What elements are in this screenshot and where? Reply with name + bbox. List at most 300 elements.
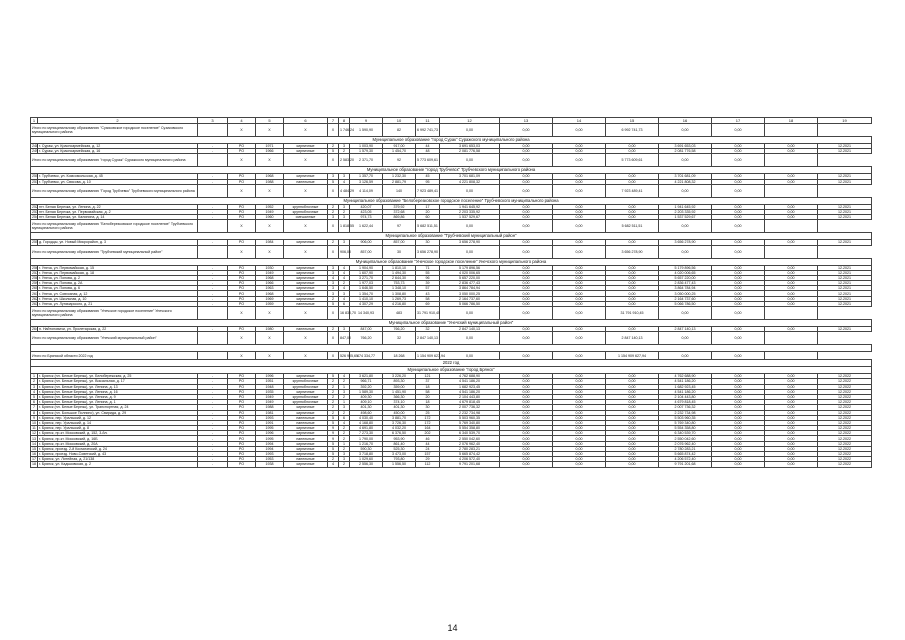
address-cell: пгт. Белая Березка, ул. Первомайская, д. 2 bbox=[38, 209, 198, 214]
data-cell: - bbox=[198, 394, 228, 399]
data-cell: 12.2021 bbox=[818, 174, 872, 179]
data-cell: 0,00 bbox=[712, 215, 765, 220]
subtotal-cell bbox=[765, 307, 818, 320]
subtotal-cell: 1 818,55 bbox=[339, 220, 350, 233]
data-cell: 5 bbox=[328, 452, 339, 457]
subtotal-cell bbox=[765, 220, 818, 233]
data-cell: 0,00 bbox=[500, 384, 553, 389]
data-cell: 17 bbox=[416, 204, 440, 209]
data-cell: 2 081 776,58 bbox=[659, 149, 712, 154]
data-cell: 1 682 923,45 bbox=[659, 384, 712, 389]
data-cell: 3 bbox=[328, 291, 339, 296]
data-cell: 1991 bbox=[256, 420, 284, 425]
data-cell: 1 494,30 bbox=[383, 270, 416, 275]
data-cell: 0,00 bbox=[765, 215, 818, 220]
data-cell: 12.2021 bbox=[818, 179, 872, 184]
subtotal-cell: X bbox=[284, 184, 328, 197]
data-cell: 2 644,30 bbox=[383, 275, 416, 280]
data-cell: кирпичные bbox=[284, 286, 328, 291]
data-cell: 4 bbox=[339, 374, 350, 379]
data-cell: 0,00 bbox=[765, 457, 818, 462]
data-cell: 1 348,10 bbox=[383, 286, 416, 291]
data-cell: 0,00 bbox=[712, 179, 765, 184]
data-cell: 966,71 bbox=[350, 379, 383, 384]
data-cell: 0,00 bbox=[500, 420, 553, 425]
data-cell: PO bbox=[228, 384, 256, 389]
data-cell: 0,00 bbox=[606, 240, 659, 245]
subtotal-cell: 3 656 278,90 bbox=[606, 245, 659, 258]
data-cell: PO bbox=[228, 215, 256, 220]
subtotal-cell: 140 bbox=[383, 184, 416, 197]
data-cell: 0,00 bbox=[712, 301, 765, 306]
data-cell: 0,00 bbox=[606, 415, 659, 420]
data-cell: 0,00 bbox=[765, 462, 818, 467]
data-cell: кирпичные bbox=[284, 374, 328, 379]
data-cell: - bbox=[198, 452, 228, 457]
row-number: 1 bbox=[31, 374, 38, 379]
subtotal-cell: X bbox=[328, 245, 339, 258]
column-number: 4 bbox=[228, 118, 256, 124]
data-cell: 0,00 bbox=[500, 281, 553, 286]
data-cell: 4 541 186,20 bbox=[659, 379, 712, 384]
data-cell: 2 bbox=[328, 405, 339, 410]
data-cell: - bbox=[198, 240, 228, 245]
column-number: 18 bbox=[765, 118, 818, 124]
data-cell: 2 bbox=[328, 240, 339, 245]
data-cell: 0,00 bbox=[553, 457, 606, 462]
subtotal-cell: 18 268 bbox=[383, 352, 416, 360]
data-cell: 4 216,80 bbox=[383, 301, 416, 306]
data-cell: PO bbox=[228, 144, 256, 149]
data-cell: 525,30 bbox=[383, 446, 416, 451]
subtotal-cell: 7 923 489,41 bbox=[606, 184, 659, 197]
column-number: 9 bbox=[350, 118, 383, 124]
subtotal-cell: 2 847 140,13 bbox=[416, 332, 440, 345]
data-cell: - bbox=[198, 379, 228, 384]
subtotal-label: Итого по муниципальному образованию "Белоберезковское городское поселение" Трубчевского муниципального района bbox=[31, 220, 198, 233]
data-cell: 0,00 bbox=[500, 457, 553, 462]
data-cell: 0,00 bbox=[712, 149, 765, 154]
subtotal-cell: 0,00 bbox=[553, 352, 606, 360]
subtotal-label: Итого по Брянской области 2022 год bbox=[31, 352, 198, 360]
data-cell: 4 206 572,40 bbox=[659, 457, 712, 462]
data-cell: 4 bbox=[339, 275, 350, 280]
subtotal-row bbox=[31, 332, 872, 345]
row-number: 262 bbox=[32, 296, 38, 301]
column-number: 5 bbox=[256, 118, 284, 124]
subtotal-cell: 31 791 910,45 bbox=[606, 307, 659, 320]
data-cell: 2 780 283,21 bbox=[659, 446, 712, 451]
subtotal-cell: 6 992 741,73 bbox=[606, 124, 659, 137]
data-cell: 409,10 bbox=[350, 400, 383, 405]
row-number: 256 bbox=[32, 265, 38, 270]
data-cell: 2 bbox=[328, 389, 339, 394]
data-cell: 0,00 bbox=[712, 384, 765, 389]
data-cell: 0,00 bbox=[765, 420, 818, 425]
data-cell: 0,00 bbox=[712, 415, 765, 420]
data-cell: 0,00 bbox=[712, 240, 765, 245]
data-cell: кирпичные bbox=[284, 144, 328, 149]
data-cell: 2 bbox=[339, 379, 350, 384]
data-cell: 2 bbox=[328, 384, 339, 389]
subtotal-cell: X bbox=[284, 245, 328, 258]
subtotal-label: Итого по муниципальному образованию "город Сураж" Суражского муниципального района bbox=[31, 154, 198, 167]
address-cell: пгт. Белая Березка, ул. Калинина, д. 14 bbox=[38, 215, 198, 220]
subtotal-cell: 5 682 511,51 bbox=[416, 220, 440, 233]
data-cell: 0,00 bbox=[765, 436, 818, 441]
data-cell: 0,00 bbox=[712, 420, 765, 425]
data-cell: 0,00 bbox=[500, 296, 553, 301]
data-cell: 25 bbox=[416, 410, 440, 415]
row-number: 15 bbox=[32, 446, 36, 451]
data-cell: 0,00 bbox=[712, 452, 765, 457]
address-cell: г. Унеча, ул. Попова, д. 6 bbox=[38, 286, 198, 291]
data-cell: 0,00 bbox=[500, 379, 553, 384]
data-cell: 1952 bbox=[256, 204, 284, 209]
data-cell: 12.2021 bbox=[818, 301, 872, 306]
data-cell: 2 bbox=[328, 400, 339, 405]
data-cell: 4 168,80 bbox=[350, 420, 383, 425]
data-cell: 3 bbox=[339, 452, 350, 457]
data-cell: 1995 bbox=[256, 426, 284, 431]
data-cell: 0,00 bbox=[553, 431, 606, 436]
subtotal-label: Итого по муниципальному образованию "Унечское городское поселение" Унечского муниципального района bbox=[31, 307, 198, 320]
data-cell: 0,00 bbox=[606, 301, 659, 306]
data-cell: 202 bbox=[416, 431, 440, 436]
data-cell: 2 203 335,92 bbox=[659, 209, 712, 214]
subtotal-cell: X bbox=[328, 307, 339, 320]
data-cell: 12.2022 bbox=[818, 457, 872, 462]
data-cell: 0,00 bbox=[500, 174, 553, 179]
data-cell: 0,00 bbox=[765, 275, 818, 280]
subtotal-cell: 1 154 909 627,94 bbox=[417, 353, 445, 358]
address-cell: г. Брянск, проезд. Ново-Советский, д. 43 bbox=[38, 452, 198, 457]
data-cell: 0,00 bbox=[606, 296, 659, 301]
data-cell: PO bbox=[228, 265, 256, 270]
data-cell: 0,00 bbox=[553, 215, 606, 220]
data-cell: - bbox=[198, 215, 228, 220]
data-cell: 1960 bbox=[256, 215, 284, 220]
data-cell: 450,00 bbox=[383, 410, 416, 415]
subtotal-cell: 1 746,24 bbox=[339, 124, 350, 137]
data-cell: 1994 bbox=[256, 441, 284, 446]
data-cell: 2 bbox=[339, 426, 350, 431]
data-cell: 5 bbox=[328, 446, 339, 451]
data-cell: 6 376,50 bbox=[383, 431, 416, 436]
data-cell: 18 bbox=[416, 400, 440, 405]
data-cell: 5 503 960,35 bbox=[659, 415, 712, 420]
data-cell: 0,00 bbox=[500, 144, 553, 149]
data-cell: - bbox=[198, 426, 228, 431]
data-cell: 1996 bbox=[256, 431, 284, 436]
data-cell: 1995 bbox=[256, 436, 284, 441]
row-number: 9 bbox=[31, 415, 38, 420]
data-cell: 1 216,70 bbox=[350, 441, 383, 446]
data-cell: 157 bbox=[416, 452, 440, 457]
subtotal-cell: 0,00 bbox=[553, 124, 606, 137]
data-cell: кирпичные bbox=[284, 410, 328, 415]
data-cell: - bbox=[198, 410, 228, 415]
data-cell: 5 bbox=[328, 441, 339, 446]
data-cell: PO bbox=[228, 436, 256, 441]
data-cell: панельные bbox=[284, 436, 328, 441]
row-number: 10 bbox=[32, 420, 36, 425]
data-cell: 1 646,50 bbox=[350, 286, 383, 291]
row-number: 2 bbox=[31, 379, 38, 384]
data-cell: 3 bbox=[339, 240, 350, 245]
subtotal-cell: 0,00 bbox=[553, 307, 606, 320]
data-cell: 44 bbox=[416, 144, 440, 149]
data-cell: кирпичные bbox=[284, 281, 328, 286]
subtotal-cell: 0,00 bbox=[712, 307, 765, 320]
data-cell: 0,00 bbox=[500, 410, 553, 415]
data-cell: 0,00 bbox=[500, 426, 553, 431]
data-cell: 0,00 bbox=[712, 144, 765, 149]
data-cell: 392,20 bbox=[350, 384, 383, 389]
data-cell: 5 657 220,00 bbox=[659, 275, 712, 280]
data-cell: 69 bbox=[416, 301, 440, 306]
data-cell: 1948 bbox=[256, 384, 284, 389]
column-number: 8 bbox=[339, 118, 350, 124]
address-cell: г. Брянск (пл. Белые Березы), ул. Белобережская, д. 25 bbox=[38, 374, 198, 379]
data-cell: 906,00 bbox=[350, 240, 383, 245]
data-cell: 5 769 340,80 bbox=[659, 420, 712, 425]
address-cell: г. Брянск (пл. Белые Березы), ул. Транспортная, д. 24 bbox=[38, 405, 198, 410]
data-cell: 6 bbox=[339, 415, 350, 420]
data-cell: 1980 bbox=[256, 327, 284, 332]
data-cell: 0,00 bbox=[765, 410, 818, 415]
subtotal-cell: 0,00 bbox=[659, 307, 712, 320]
data-cell: 12.2022 bbox=[818, 410, 872, 415]
data-cell: 1984 bbox=[256, 240, 284, 245]
data-cell: 7 273,30 bbox=[350, 431, 383, 436]
data-cell: 1966 bbox=[256, 281, 284, 286]
subtotal-cell bbox=[765, 154, 818, 167]
data-cell: 0,00 bbox=[553, 240, 606, 245]
subtotal-cell: 0,00 bbox=[659, 245, 712, 258]
data-cell: 2 bbox=[328, 296, 339, 301]
data-cell: 2 bbox=[339, 149, 350, 154]
subtotal-cell: 0,00 bbox=[712, 124, 765, 137]
data-cell: 0,00 bbox=[553, 420, 606, 425]
data-cell: 12.2022 bbox=[818, 394, 872, 399]
row-number: 257 bbox=[32, 270, 38, 275]
row-number: 253 bbox=[32, 210, 38, 215]
data-cell: - bbox=[198, 441, 228, 446]
data-cell: 953,90 bbox=[383, 436, 416, 441]
data-cell: 4 221 808,32 bbox=[659, 179, 712, 184]
data-cell: 753,73 bbox=[383, 281, 416, 286]
data-cell: 847,00 bbox=[350, 327, 383, 332]
data-cell: 3 701 681,09 bbox=[440, 174, 500, 179]
data-cell: PO bbox=[228, 174, 256, 179]
data-cell: PO bbox=[228, 374, 256, 379]
data-cell: 1 232,30 bbox=[383, 174, 416, 179]
data-cell: 5 066 786,50 bbox=[440, 301, 500, 306]
data-cell: 0,00 bbox=[606, 394, 659, 399]
data-cell: 9 bbox=[328, 426, 339, 431]
address-cell: г. Брянск (пл. Белые Березы), ул. Ленина, д. 13 bbox=[38, 384, 198, 389]
data-cell: 0,00 bbox=[606, 379, 659, 384]
subtotal-cell bbox=[198, 184, 228, 197]
register-table-wrapper bbox=[30, 117, 861, 468]
data-cell: 0,00 bbox=[765, 209, 818, 214]
data-cell: 3 473,00 bbox=[383, 452, 416, 457]
row-number: 6 bbox=[31, 400, 38, 405]
data-cell: 0,00 bbox=[553, 209, 606, 214]
row-number: 7 bbox=[31, 405, 38, 410]
address-cell: пгт. Белая Березка, ул. Ленина, д. 22 bbox=[38, 204, 198, 209]
subtotal-row bbox=[31, 154, 872, 167]
data-cell: 12.2021 bbox=[818, 296, 872, 301]
data-cell: 0,00 bbox=[765, 286, 818, 291]
data-cell: 1 410,10 bbox=[350, 296, 383, 301]
data-cell: 12.2022 bbox=[818, 374, 872, 379]
data-cell: 18 bbox=[416, 384, 440, 389]
data-cell: 3 050 000,25 bbox=[659, 291, 712, 296]
subtotal-cell: 5 773 609,61 bbox=[606, 154, 659, 167]
address-cell: г. Унеча, ул. Первомайская, д. 18 bbox=[38, 270, 198, 275]
row-number: 260 bbox=[32, 286, 38, 291]
data-cell: 24 bbox=[416, 446, 440, 451]
data-cell: 423,05 bbox=[350, 209, 383, 214]
section-heading bbox=[31, 345, 872, 352]
data-cell: крупноблочные bbox=[284, 379, 328, 384]
data-cell: 2 550 042,60 bbox=[440, 436, 500, 441]
subtotal-cell: 0,00 bbox=[712, 184, 765, 197]
data-cell: кирпичные bbox=[284, 240, 328, 245]
data-cell: 12.2021 bbox=[818, 327, 872, 332]
data-cell: - bbox=[198, 436, 228, 441]
data-cell: 0,00 bbox=[606, 457, 659, 462]
data-cell: 0,00 bbox=[606, 431, 659, 436]
data-cell: 0,00 bbox=[765, 415, 818, 420]
subtotal-cell: 0,00 bbox=[440, 220, 500, 233]
data-cell: PO bbox=[228, 281, 256, 286]
address-cell: д. Городцы, ул. Новый Микрорайон, д. 3 bbox=[38, 240, 198, 245]
row-number: 259 bbox=[32, 281, 38, 286]
data-cell: 2 081 776,58 bbox=[440, 149, 500, 154]
data-cell: 0,00 bbox=[606, 179, 659, 184]
address-cell: г. Трубчевск, ул. Свясова, д. 10 bbox=[38, 179, 198, 184]
data-cell: 0,00 bbox=[553, 281, 606, 286]
data-cell: 1951 bbox=[256, 379, 284, 384]
data-cell: 12.2022 bbox=[818, 452, 872, 457]
data-cell: 1 589,30 bbox=[350, 389, 383, 394]
subtotal-cell: 474 334,77 bbox=[350, 352, 383, 360]
subtotal-row bbox=[31, 220, 872, 233]
data-cell: 0,00 bbox=[712, 327, 765, 332]
data-cell: 0,00 bbox=[606, 291, 659, 296]
data-cell: 12.2021 bbox=[818, 209, 872, 214]
data-cell: 4 030,40 bbox=[350, 415, 383, 420]
data-cell: 4 bbox=[339, 286, 350, 291]
data-cell: 4 bbox=[328, 275, 339, 280]
section-heading-row bbox=[31, 137, 872, 144]
data-cell: 4 020 006,65 bbox=[440, 270, 500, 275]
data-cell: 5 657 220,00 bbox=[440, 275, 500, 280]
data-cell: 5 665 874,42 bbox=[659, 452, 712, 457]
data-cell: 2 bbox=[328, 410, 339, 415]
subtotal-label: Итого по муниципальному образованию "Город Трубчевск" Трубчевского муниципального района bbox=[31, 184, 198, 197]
data-cell: 3 691 653,03 bbox=[659, 144, 712, 149]
data-cell: 0,00 bbox=[500, 394, 553, 399]
data-cell: 0,00 bbox=[712, 436, 765, 441]
row-number: 261 bbox=[32, 291, 38, 296]
data-cell: 2 203 335,92 bbox=[440, 209, 500, 214]
data-cell: 5 665 874,42 bbox=[440, 452, 500, 457]
address-cell: г. Брянск (пл. Белые Березы), ул. Ленина, д. 9 bbox=[38, 394, 198, 399]
subtotal-cell: X bbox=[284, 124, 328, 137]
data-cell: 1 579,30 bbox=[350, 149, 383, 154]
data-cell: 1 682 923,45 bbox=[440, 384, 500, 389]
subtotal-cell: 766,20 bbox=[350, 332, 383, 345]
data-cell: PO bbox=[228, 420, 256, 425]
address-cell: г. Унеча, ул. Попова, д. 2 bbox=[38, 275, 198, 280]
data-cell: - bbox=[198, 389, 228, 394]
address-cell: г. Унеча, ул. Совхозная, д. 12 bbox=[38, 291, 198, 296]
data-cell: 2 232 734,98 bbox=[659, 410, 712, 415]
data-cell: 917,00 bbox=[383, 144, 416, 149]
data-cell: панельные bbox=[284, 415, 328, 420]
data-cell: 5 bbox=[328, 179, 339, 184]
column-number: 14 bbox=[553, 118, 606, 124]
data-cell: 1 941 645,92 bbox=[659, 204, 712, 209]
data-cell: 0,00 bbox=[712, 296, 765, 301]
data-cell: 0,00 bbox=[712, 457, 765, 462]
data-cell: 3 bbox=[339, 327, 350, 332]
data-cell: 3 bbox=[339, 389, 350, 394]
data-cell: 379,92 bbox=[383, 204, 416, 209]
data-cell: 793,80 bbox=[383, 457, 416, 462]
subtotal-cell: 3 656 278,90 bbox=[416, 245, 440, 258]
data-cell: 766,20 bbox=[383, 327, 416, 332]
data-cell: 12.2022 bbox=[818, 379, 872, 384]
data-cell: 3 691 653,03 bbox=[440, 144, 500, 149]
data-cell: 3 bbox=[339, 215, 350, 220]
data-cell: 0,00 bbox=[500, 179, 553, 184]
data-cell: PO bbox=[228, 240, 256, 245]
subtotal-cell: X bbox=[228, 352, 256, 360]
data-cell: 3 226,20 bbox=[383, 374, 416, 379]
data-cell: PO bbox=[228, 405, 256, 410]
subtotal-cell: 0,00 bbox=[440, 352, 500, 360]
data-cell: - bbox=[198, 374, 228, 379]
data-cell: 0,00 bbox=[500, 389, 553, 394]
subtotal-cell: X bbox=[328, 154, 339, 167]
subtotal-cell: 0,00 bbox=[440, 332, 500, 345]
subtotal-cell: 0,00 bbox=[500, 184, 553, 197]
data-cell: 0,00 bbox=[712, 270, 765, 275]
subtotal-cell: 0,00 bbox=[440, 245, 500, 258]
subtotal-label: Итого по муниципальному образованию "Унечский муниципальный район" bbox=[31, 332, 198, 345]
data-cell: 0,00 bbox=[553, 410, 606, 415]
subtotal-cell: X bbox=[256, 332, 284, 345]
data-cell: 12.2021 bbox=[818, 144, 872, 149]
data-cell: смешанные bbox=[284, 215, 328, 220]
address-cell: г. Брянск (пл. Большое Полпино), ул. Свирида, д. 29 bbox=[38, 410, 198, 415]
data-cell: 0,00 bbox=[553, 405, 606, 410]
data-cell: 3 bbox=[328, 270, 339, 275]
section-heading-row bbox=[31, 320, 872, 327]
data-cell: 0,00 bbox=[765, 174, 818, 179]
data-cell: 0,00 bbox=[553, 204, 606, 209]
address-cell: г. Унеча, ул. Первомайская, д. 15 bbox=[38, 265, 198, 270]
data-cell: 5 554 358,80 bbox=[659, 426, 712, 431]
data-cell: кирпичные bbox=[284, 452, 328, 457]
data-cell: 164 bbox=[416, 426, 440, 431]
subtotal-cell bbox=[198, 352, 228, 360]
